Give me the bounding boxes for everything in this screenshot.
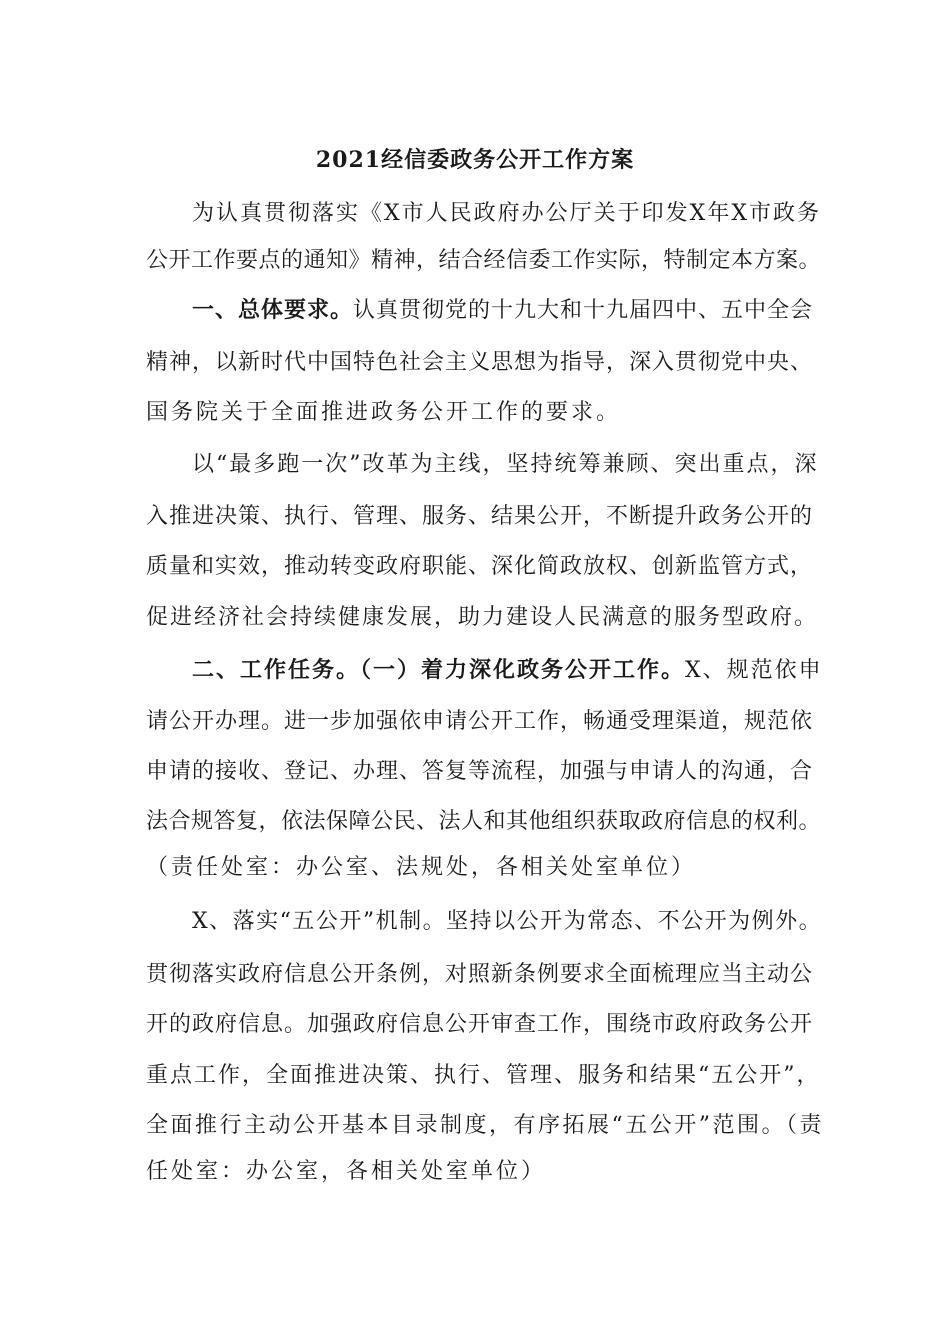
section1-line-1 bbox=[192, 296, 826, 325]
para4-line-5: 全面推行主动公开基本目录制度，有序拓展“五公开”范围。（责 bbox=[146, 1113, 824, 1138]
para4-line-6: 任处室：办公室，各相关处室单位） bbox=[146, 1159, 547, 1184]
section2-heading: 二、工作任务。（一）着力深化政务公开工作。 bbox=[192, 657, 686, 683]
para4-line-3: 开的政府信息。加强政府信息公开审查工作，围绕市政府政务公开 bbox=[146, 1012, 814, 1037]
para2-line-4: 促进经济社会持续健康发展，助力建设人民满意的服务型政府。 bbox=[146, 605, 819, 630]
section1-line-2: 精神，以新时代中国特色社会主义思想为指导，深入贯彻党中央、 bbox=[146, 350, 814, 375]
intro-line-1: 为认真贯彻落实《X市人民政府办公厅关于印发X年X市政务 bbox=[192, 201, 821, 226]
section2-line-5: （责任处室：办公室、法规处，各相关处室单位） bbox=[146, 855, 697, 880]
section2-line-2: 请公开办理。进一步加强依申请公开工作，畅通受理渠道，规范依 bbox=[146, 709, 814, 734]
section1-text: 认真贯彻党的十九大和十九届四中、五中全会 bbox=[353, 298, 814, 323]
intro-line-2: 公开工作要点的通知》精神，结合经信委工作实际，特制定本方案。 bbox=[146, 248, 822, 273]
section2-line-1 bbox=[192, 656, 826, 685]
section2-line-4: 法合规答复，依法保障公民、法人和其他组织获取政府信息的权利。 bbox=[146, 809, 822, 834]
document-title: 2021经信委政务公开工作方案 bbox=[315, 147, 635, 173]
section1-heading: 一、总体要求。 bbox=[192, 297, 354, 323]
para4-line-2: 贯彻落实政府信息公开条例，对照新条例要求全面梳理应当主动公 bbox=[146, 962, 814, 987]
section2-line-3: 申请的接收、登记、办理、答复等流程，加强与申请人的沟通，合 bbox=[146, 759, 814, 784]
para2-line-3: 质量和实效，推动转变政府职能、深化简政放权、创新监管方式， bbox=[146, 554, 814, 579]
para4-line-4: 重点工作，全面推进决策、执行、管理、服务和结果“五公开”， bbox=[146, 1063, 821, 1088]
para2-line-2: 入推进决策、执行、管理、服务、结果公开，不断提升政务公开的 bbox=[146, 504, 814, 529]
section2-text: X、规范依申 bbox=[685, 658, 823, 683]
para2-line-1: 以“最多跑一次”改革为主线，坚持统筹兼顾、突出重点，深 bbox=[192, 452, 819, 477]
section1-line-3: 国务院关于全面推进政务公开工作的要求。 bbox=[146, 400, 622, 425]
para4-line-1: X、落实“五公开”机制。坚持以公开为常态、不公开为例外。 bbox=[192, 909, 823, 934]
